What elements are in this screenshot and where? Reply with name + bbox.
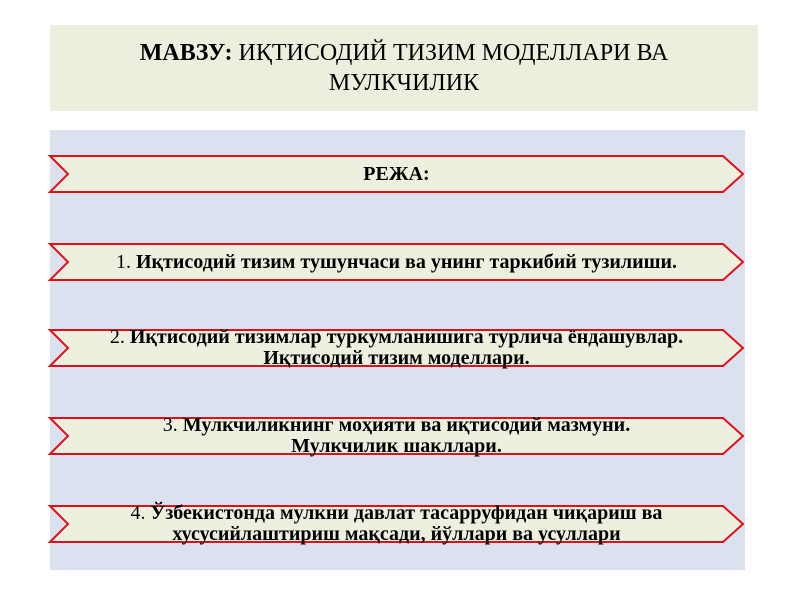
item-number: 4.	[130, 502, 146, 524]
item-line-1	[131, 503, 663, 524]
plan-item-4	[50, 502, 743, 545]
title-line-2: МУЛКЧИЛИК	[328, 70, 480, 96]
item-number: 3.	[162, 414, 178, 436]
item-text: Иқтисодий тизимлар туркумланишига турлича ёндашувлар.	[129, 326, 684, 348]
item-number: 2.	[109, 326, 125, 348]
title-line-1	[140, 38, 669, 68]
item-text: Ўзбекистонда мулкни давлат тасарруфидан чиқариш ва	[150, 502, 663, 524]
item-line-2: Иқтисодий тизим моделлари.	[263, 347, 530, 369]
plan-item-1	[50, 244, 743, 280]
item-line-1	[116, 252, 677, 273]
item-number: 1.	[115, 250, 131, 273]
item-line-2: Мулкчилик шакллари.	[291, 435, 502, 457]
title-text: ИҚТИСОДИЙ ТИЗИМ МОДЕЛЛАРИ ВА	[238, 40, 669, 66]
item-line-1	[110, 327, 683, 348]
plan-heading-ribbon	[50, 156, 743, 192]
item-text: Иқтисодий тизим тушунчаси ва унинг таркибий тузилиши.	[135, 250, 678, 273]
item-text: Мулкчиликнинг моҳияти ва иқтисодий мазмуни.	[182, 414, 631, 436]
item-line-2: хусусийлаштириш мақсади, йўллари ва усуллари	[172, 523, 621, 545]
title-box	[50, 25, 758, 111]
plan-item-2	[50, 326, 743, 369]
plan-heading: РЕЖА:	[363, 162, 430, 185]
title-label: МАВЗУ:	[139, 40, 233, 66]
item-line-1	[163, 415, 630, 436]
plan-item-3	[50, 414, 743, 457]
